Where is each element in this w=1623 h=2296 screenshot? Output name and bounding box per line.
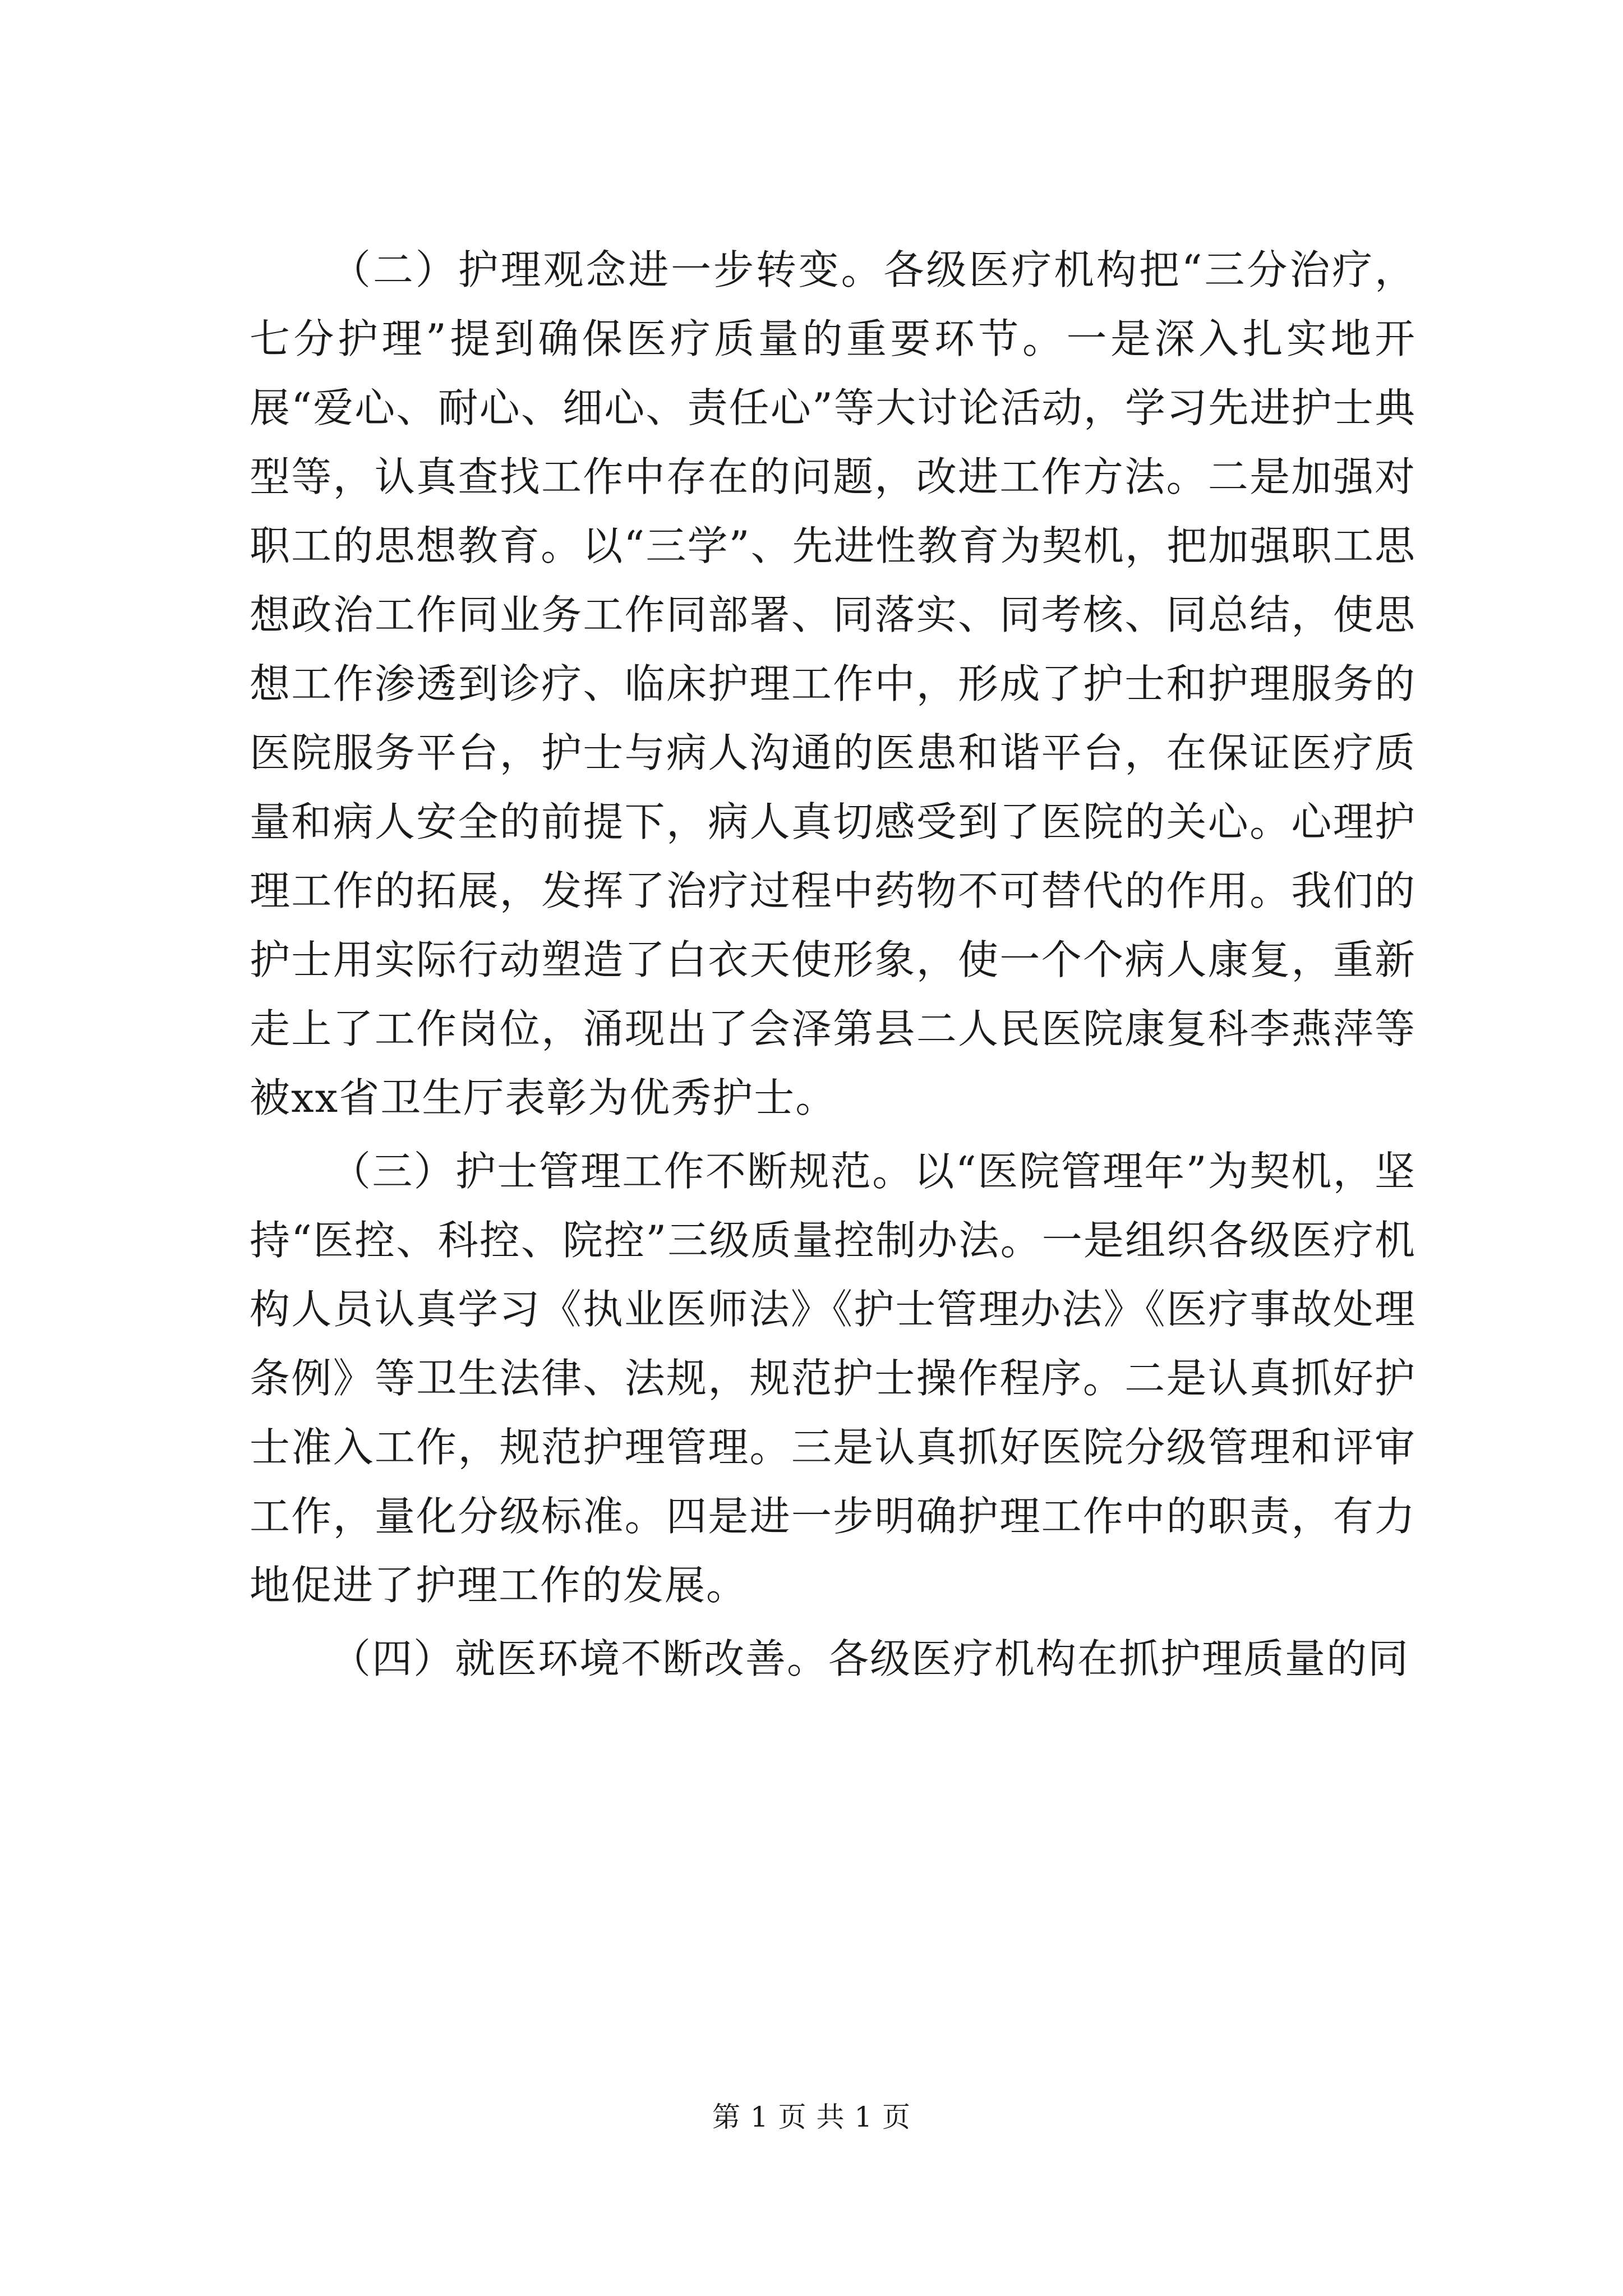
paragraph-nurse-management: （三）护士管理工作不断规范。以“医院管理年”为契机，坚持“医控、科控、院控”三级质量控制办法。一是组织各级医疗机构人员认真学习《执业医师法》《护士管理办法》《医疗事故处理条例》等卫生法律、法规，规范护士操作程序。二是认真抓好护士准入工作，规范护理管理。三是认真抓好医院分级管理和评审工作，量化分级标准。四是进一步明确护理工作中的职责，有力地促进了护理工作的发展。	[250, 1148, 1416, 1609]
page-footer: 第 1 页 共 1 页	[712, 2101, 911, 2133]
paragraph-nursing-concept: （二）护理观念进一步转变。各级医疗机构把“三分治疗，七分护理”提到确保医疗质量的重要环节。一是深入扎实地开展“爱心、耐心、细心、责任心”等大讨论活动，学习先进护士典型等，认真查找工作中存在的问题，改进工作方法。二是加强对职工的思想教育。以“三学”、先进性教育为契机，把加强职工思想政治工作同业务工作同部署、同落实、同考核、同总结，使思想工作渗透到诊疗、临床护理工作中，形成了护士和护理服务的医院服务平台，护士与病人沟通的医患和谐平台，在保证医疗质量和病人安全的前提下，病人真切感受到了医院的关心。心理护理工作的拓展，发挥了治疗过程中药物不可替代的作用。我们的护士用实际行动塑造了白衣天使形象，使一个个病人康复，重新走上了工作岗位，涌现出了会泽第县二人民医院康复科李燕萍等被xx省卫生厅表彰为优秀护士。	[250, 246, 1416, 1121]
document-body	[250, 236, 1416, 1694]
paragraph-medical-environment: （四）就医环境不断改善。各级医疗机构在抓护理质量的同	[330, 1635, 1410, 1682]
